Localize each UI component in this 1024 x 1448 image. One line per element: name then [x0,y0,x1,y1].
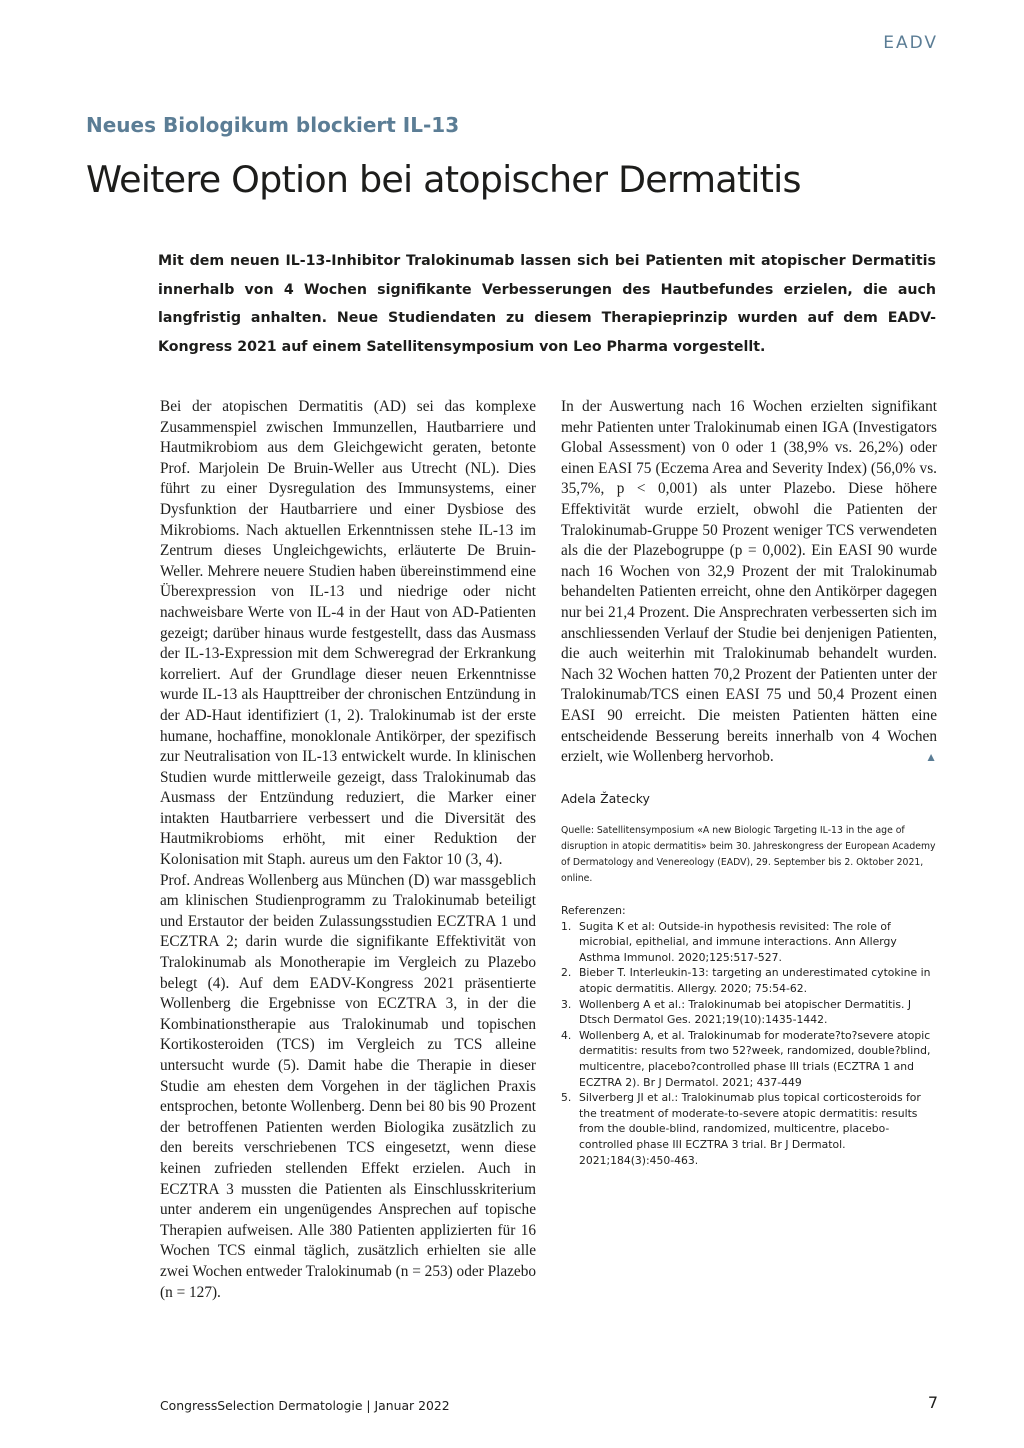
body-paragraph-text: In der Auswertung nach 16 Wochen erzielten signifikant mehr Patienten unter Tralokinumab einen IGA (Investigators Global Assessment) von 0 oder 1 (38,9% vs. 26,2%) oder einen EASI 75 (Eczema Area and Severity Index) (56,0% vs. 35,7%, p < 0,001) als unter Plazebo. Diese höhere Effektivität wurde erzielt, obwohl die Patienten der Tralokinumab-Gruppe 50 Prozent weniger TCS verwendeten als die der Plazebogruppe (p = 0,002). Ein EASI 90 wurde nach 16 Wochen von 32,9 Prozent der mit Tralokinumab behandelten Patienten erreicht, ohne den Antikörper dagegen nur bei 21,4 Prozent. Die Ansprechraten verbesserten sich im anschliessenden Verlauf der Studie bei denjenigen Patienten, die auch weiterhin mit Tralokinumab behandelt wurden. Nach 32 Wochen hatten 70,2 Prozent der Patienten unter der Tralokinumab/TCS einen EASI 75 und 50,4 Prozent einen EASI 90 erreicht. Die meisten Patienten hätten eine entscheidende Besserung bereits innerhalb von 4 Wochen erzielt, wie Wollenberg hervorhob. [561,398,937,766]
reference-number: 2. [561,966,572,980]
article-kicker: Neues Biologikum blockiert IL-13 [86,113,460,137]
references [561,903,938,1168]
body-paragraph: Prof. Andreas Wollenberg aus München (D) war massgeblich am klinischen Studienprogramm zu Tralokinumab beteiligt und Erstautor der beiden Zulassungsstudien ECZTRA 1 und ECZTRA 2; darin wurde die signifikante Effektivität von Tralokinumab als Monotherapie im Vergleich zu Plazebo belegt (4). Auf dem EADV-Kongress 2021 präsentierte Wollenberg die Ergebnisse von ECZTRA 3, in der die Kombinationstherapie aus Tralokinumab und topischen Kortikosteroiden (TCS) im Vergleich zu TCS alleine untersucht wurde (5). Damit habe die Therapie in dieser Studie am ehesten dem Vorgehen in der täglichen Praxis entsprochen, betonte Wollenberg. Denn bei 80 bis 90 Prozent der betroffenen Patienten werden Biologika zusätzlich zu den bereits verschriebenen TCS eingesetzt, wenn diese keinen zufrieden stellenden Effekt erzielen. Auch in ECZTRA 3 mussten die Patienten als Einschlusskriterium unter anderem ein ungenügendes Ansprechen auf topische Therapien aufweisen. Alle 380 Patienten applizierten für 16 Wochen TCS einmal täglich, zusätzlich erhielten sie alle zwei Wochen entweder Tralokinumab (n = 253) oder Plazebo (n = 127). [160,871,536,1301]
reference-item [561,1090,938,1168]
body-column-left [160,397,536,1303]
reference-number: 4. [561,1028,572,1042]
footer-journal: CongressSelection Dermatologie | Januar 2022 [160,1398,450,1413]
reference-text: Silverberg JI et al.: Tralokinumab plus topical corticosteroids for the treatment of moderate-to-severe atopic dermatitis: results from the double-blind, randomized, multicentre, placebo-controlled phase III ECZTRA 3 trial. Br J Dermatol. 2021;184(3):450-463. [579,1091,921,1167]
page-number: 7 [927,1393,938,1412]
source-note: Quelle: Satellitensymposium «A new Biologic Targeting IL-13 in the age of disruption in atopic dermatitis» beim 30. Jahreskongress der European Academy of Dermatology and Venereology (EADV), 29. September bis 2. Oktober 2021, online. [561,825,936,884]
body-paragraph [561,397,937,768]
reference-item [561,919,938,966]
reference-number: 3. [561,997,572,1011]
reference-text: Sugita K et al: Outside-in hypothesis revisited: The role of microbial, epithelial, and immune interactions. Ann Allergy Asthma Immunol. 2020;125:517-527. [579,919,897,964]
reference-item [561,965,938,996]
references-list [561,919,938,1169]
reference-number: 5. [561,1091,572,1105]
section-label: EADV [883,33,938,53]
end-of-article-icon: ▲ [925,750,937,765]
reference-item [561,1028,938,1090]
reference-number: 1. [561,919,572,933]
article-lead: Mit dem neuen IL-13-Inhibitor Tralokinumab lassen sich bei Patienten mit atopischer Dermatitis innerhalb von 4 Wochen signifikante Verbesserungen des Hautbefundes erzielen, die auch langfristig anhalten. Neue Studiendaten zu diesem Therapieprinzip wurden auf dem EADV-Kongress 2021 auf einem Satellitensymposium von Leo Pharma vorgestellt. [158,253,936,355]
references-heading: Referenzen: [561,904,626,917]
body-paragraph: Bei der atopischen Dermatitis (AD) sei das komplexe Zusammenspiel zwischen Immunzellen, Hautbarriere und Hautmikrobiom aus dem Gleichgewicht geraten, betonte Prof. Marjolein De Bruin-Weller aus Utrecht (NL). Dies führt zu einer Dysregulation des Immunsystems, einer Dysfunktion der Hautbarriere und einer Dysbiose des Mikrobioms. Nach aktuellen Erkenntnissen stehe IL-13 im Zentrum dieses Ungleichgewichts, erläuterte De Bruin-Weller. Mehrere neuere Studien haben übereinstimmend eine Überexpression von IL-13 und niedrige oder nicht nachweisbare Werte von IL-4 in der Haut von AD-Patienten gezeigt; darüber hinaus wurde festgestellt, dass das Ausmass der IL-13-Expression mit dem Schweregrad der Erkrankung korreliert. Auf der Grundlage dieser neuen Erkenntnisse wurde IL-13 als Haupttreiber der chronischen Entzündung in der AD-Haut identifiziert (1, 2). Tralokinumab ist der erste humane, hochaffine, monoklonale Antikörper, der spezifisch zur Neutralisation von IL-13 entwickelt wurde. In klinischen Studien wurde mittlerweile gezeigt, dass Tralokinumab das Ausmass der Entzündung reduziert, die Marker einer intakten Hautbarriere verbessert und die Diversität des Hautmikrobioms erhöht, mit einer Reduktion der Kolonisation mit Staph. aureus um den Faktor 10 (3, 4). [160,398,536,869]
reference-text: Bieber T. Interleukin-13: targeting an underestimated cytokine in atopic dermatitis. Allergy. 2020; 75:54-62. [579,966,931,995]
reference-text: Wollenberg A, et al. Tralokinumab for moderate?to?severe atopic dermatitis: results from two 52?week, randomized, double?blind, multicentre, placebo?controlled phase III trials (ECZTRA 1 and ECZTRA 2). Br J Dermatol. 2021; 437-449 [579,1028,931,1089]
reference-item [561,997,938,1028]
reference-text: Wollenberg A et al.: Tralokinumab bei atopischer Dermatitis. J Dtsch Dermatol Ges. 2021;19(10):1435-1442. [579,997,912,1027]
body-column-right [561,397,937,768]
author-name: Adela Žatecky [561,791,650,806]
article-title: Weitere Option bei atopischer Dermatitis [86,158,801,201]
